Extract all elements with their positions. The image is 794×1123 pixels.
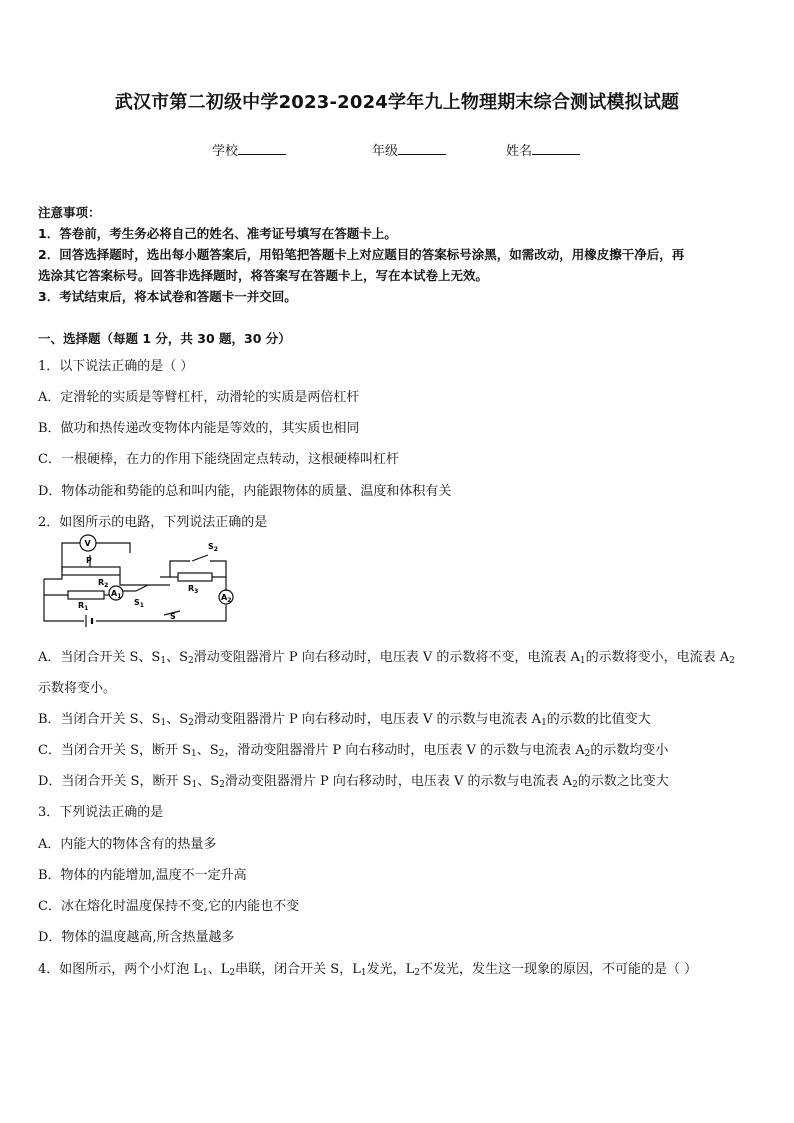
circuit-diagram [40, 533, 240, 633]
q3-option-a: A．内能大的物体含有的热量多 [38, 837, 217, 852]
name-field [506, 140, 580, 159]
notice-item: 2．回答选择题时，选出每小题答案后，用铅笔把答题卡上对应题目的答案标号涂黑，如需改动，用橡皮擦干净后，再 [38, 247, 685, 262]
grade-blank [398, 143, 446, 155]
q3-stem: 3．下列说法正确的是 [38, 805, 164, 820]
q1-stem: 1．以下说法正确的是（ ） [38, 359, 194, 374]
slider-label: P [86, 556, 92, 565]
notice-heading: 注意事项： [38, 205, 101, 220]
q1-option-d: D．物体动能和势能的总和叫内能，内能跟物体的质量、温度和体积有关 [38, 484, 452, 499]
q3-option-d: D．物体的温度越高,所含热量越多 [38, 930, 235, 945]
q2-option-a-cont: 示数将变小。 [38, 681, 117, 696]
section-heading: 一、选择题（每题 1 分，共 30 题，30 分） [38, 331, 291, 346]
r1-label: $R_1$ [78, 601, 89, 612]
voltmeter-label: V [84, 539, 91, 548]
school-blank [238, 143, 286, 155]
s-label: S [170, 612, 176, 621]
page-title: 武汉市第二初级中学2023-2024学年九上物理期末综合测试模拟试题 [114, 92, 680, 113]
q1-option-c: C．一根硬棒，在力的作用下能绕固定点转动，这根硬棒叫杠杆 [38, 452, 399, 467]
s1-label: $S_1$ [134, 598, 144, 609]
q2-stem: 2．如图所示的电路，下列说法正确的是 [38, 515, 268, 530]
grade-label: 年级 [372, 144, 399, 159]
s2-label: $S_2$ [208, 542, 218, 553]
q2-option-b: B．当闭合开关 S、$S_1$、$S_2$滑动变阻器滑片 P 向右移动时，电压表 V 的示数与电流表 $A_1$的示数的比值变大 [38, 712, 651, 728]
name-label: 姓名 [506, 144, 533, 159]
r3-label: $R_3$ [188, 584, 199, 595]
r2-label: $R_2$ [98, 578, 109, 589]
notice-item: 选涂其它答案标号。回答非选择题时，将答案写在答题卡上，写在本试卷上无效。 [38, 268, 489, 283]
q2-option-c: C．当闭合开关 S，断开 $S_1$、$S_2$，滑动变阻器滑片 P 向右移动时，电压表 V 的示数与电流表 $A_2$的示数均变小 [38, 743, 669, 759]
school-field [212, 140, 286, 159]
grade-field [372, 140, 446, 159]
notice-item: 1．答卷前，考生务必将自己的姓名、准考证号填写在答题卡上。 [38, 226, 397, 241]
q3-option-b: B．物体的内能增加,温度不一定升高 [38, 868, 247, 883]
q2-option-a: A．当闭合开关 S、$S_1$、$S_2$滑动变阻器滑片 P 向右移动时，电压表 V 的示数将不变，电流表 $A_1$的示数将变小，电流表 $A_2$ [38, 650, 735, 666]
ammeter-a2-label: $A_2$ [221, 593, 232, 604]
q1-option-b: B．做功和热传递改变物体内能是等效的，其实质也相同 [38, 421, 360, 436]
q4-stem: 4．如图所示，两个小灯泡 $L_1$、$L_2$串联，闭合开关 S，$L_1$发光，$L_2$不发光，发生这一现象的原因，不可能的是（ ） [38, 962, 698, 978]
q2-option-d: D．当闭合开关 S，断开 $S_1$、$S_2$滑动变阻器滑片 P 向右移动时，电压表 V 的示数与电流表 $A_2$的示数之比变大 [38, 774, 669, 790]
notice-item: 3．考试结束后，将本试卷和答题卡一并交回。 [38, 289, 297, 304]
school-label: 学校 [212, 144, 239, 159]
q3-option-c: C．冰在熔化时温度保持不变,它的内能也不变 [38, 899, 300, 914]
q1-option-a: A．定滑轮的实质是等臂杠杆，动滑轮的实质是两倍杠杆 [38, 390, 360, 405]
ammeter-a1-label: $A_1$ [111, 589, 122, 600]
name-blank [532, 143, 580, 155]
